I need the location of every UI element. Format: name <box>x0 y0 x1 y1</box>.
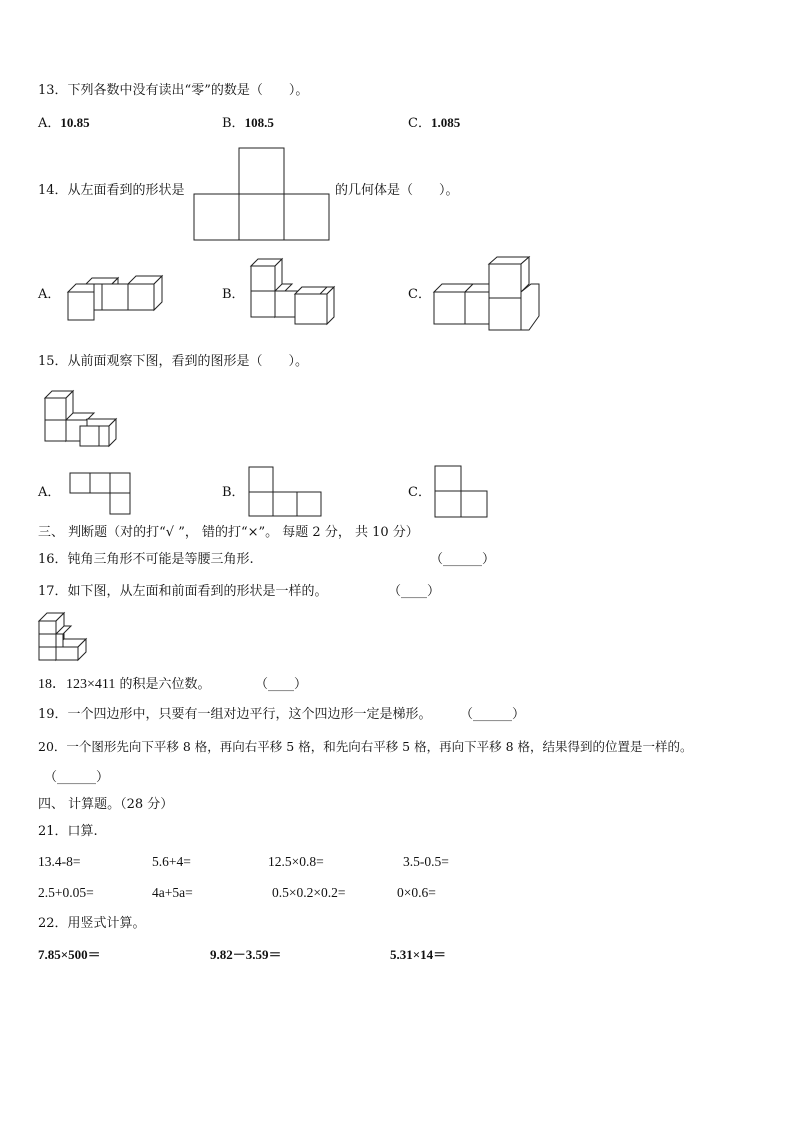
q15-option-b-label: B． <box>222 485 245 500</box>
q17-text: 17．如下图，从左面和前面看到的形状是一样的。 <box>38 584 328 599</box>
q14-left-view-figure <box>193 147 333 241</box>
q18-text: 的积是六位数。 <box>115 677 211 692</box>
q15-option-a-label: A． <box>38 485 61 500</box>
q21-item: 4a+5a= <box>152 885 193 900</box>
q17-answer-blank[interactable]: （____） <box>388 584 441 599</box>
q14-option-b-figure <box>250 258 338 328</box>
q20-text: 20．一个图形先向下平移 8 格，再向右平移 5 格，和先向右平移 5 格，再向下平移 8 格，结果得到的位置是一样的。 <box>38 739 693 754</box>
q15-solid-figure <box>44 390 120 450</box>
q18-line <box>38 677 211 693</box>
q14-option-b-label: B． <box>222 287 245 302</box>
q21-item: 0×0.6= <box>397 885 436 900</box>
q22-item: 9.82－3.59＝ <box>210 947 282 962</box>
section-4-heading: 四、 计算题。（28 分） <box>38 797 174 812</box>
q14-stem-before: 14．从左面看到的形状是 <box>38 183 185 198</box>
q15-option-b-figure <box>248 466 322 518</box>
q22-item: 5.31×14＝ <box>390 947 447 962</box>
q22-title: 22．用竖式计算。 <box>38 916 146 931</box>
q21-item: 5.6+4= <box>152 854 191 869</box>
q21-item: 12.5×0.8= <box>268 854 324 869</box>
q14-option-a-label: A． <box>38 287 61 302</box>
q21-item: 0.5×0.2×0.2= <box>272 885 346 900</box>
q19-answer-blank[interactable]: （______） <box>460 707 526 722</box>
q14-option-a-figure <box>66 270 166 324</box>
q21-title: 21．口算. <box>38 824 98 839</box>
q13-stem: 13．下列各数中没有读出“零”的数是（ ）。 <box>38 83 309 98</box>
q21-item: 2.5+0.05= <box>38 885 94 900</box>
q14-option-c-label: C． <box>408 287 431 302</box>
q18-answer-blank[interactable]: （____） <box>255 677 308 692</box>
q20-answer-blank[interactable]: （______） <box>44 770 110 785</box>
q18-number: 18．123×411 <box>38 677 116 692</box>
q15-stem: 15．从前面观察下图，看到的图形是（ ）。 <box>38 354 309 369</box>
q13-option-a <box>38 115 90 132</box>
q14-stem-after: 的几何体是（ ）。 <box>335 183 459 198</box>
option-b-label: B． <box>222 116 245 131</box>
q15-option-a-figure <box>69 472 133 516</box>
q16-text: 16．钝角三角形不可能是等腰三角形. <box>38 552 254 567</box>
q22-item: 7.85×500＝ <box>38 947 101 962</box>
q19-text: 19．一个四边形中，只要有一组对边平行，这个四边形一定是梯形。 <box>38 707 432 722</box>
q14-option-c-figure <box>433 256 543 334</box>
option-b-value: 108.5 <box>244 115 274 130</box>
q13-option-c <box>408 115 460 132</box>
q15-option-c-figure <box>434 465 490 519</box>
option-a-label: A． <box>38 116 61 131</box>
option-c-label: C． <box>408 116 431 131</box>
section-3-heading: 三、 判断题（对的打“√ ”， 错的打“×”。 每题 2 分， 共 10 分） <box>38 525 419 540</box>
q16-answer-blank[interactable]: （______） <box>430 552 496 567</box>
q17-solid-figure <box>38 611 90 663</box>
q21-item: 3.5-0.5= <box>403 854 449 869</box>
q13-option-b <box>222 115 274 132</box>
option-c-value: 1.085 <box>430 115 461 130</box>
option-a-value: 10.85 <box>60 115 90 130</box>
q21-item: 13.4-8= <box>38 854 81 869</box>
q15-option-c-label: C． <box>408 485 431 500</box>
